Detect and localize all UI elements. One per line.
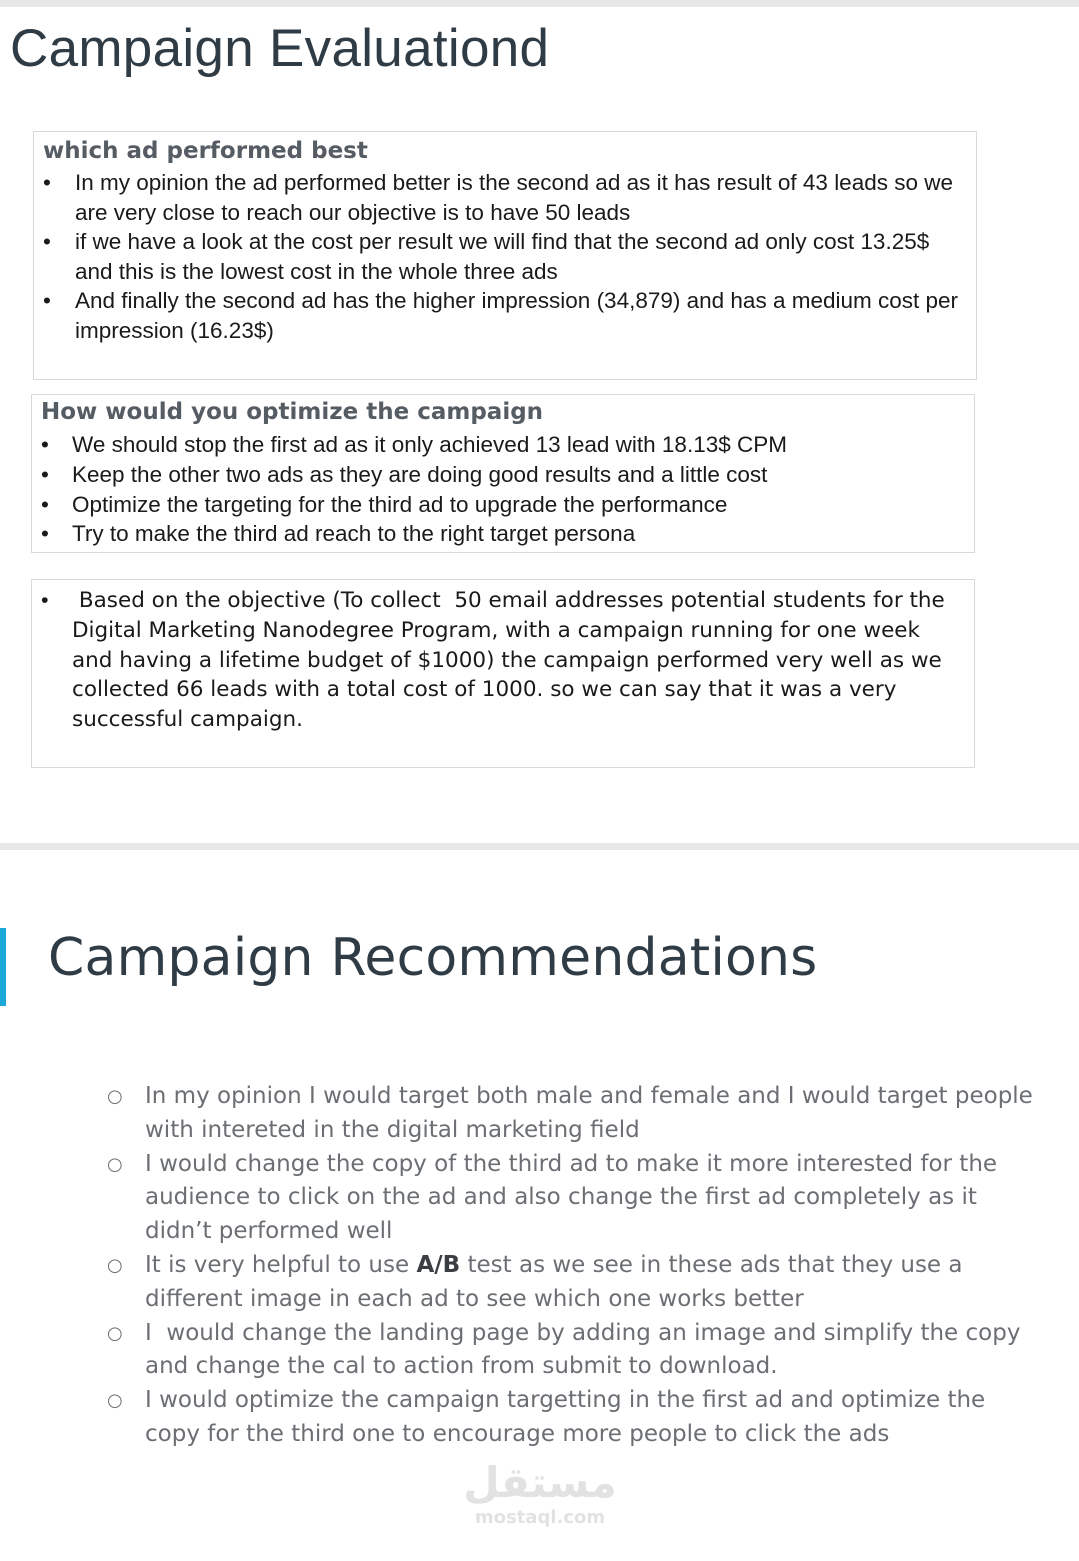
bullet-icon: • xyxy=(41,491,49,517)
bullet-icon: • xyxy=(43,229,51,254)
list-item xyxy=(43,227,968,286)
list-item-text: Optimize the targeting for the third ad to upgrade the performance xyxy=(72,491,728,517)
circle-bullet-icon: ○ xyxy=(107,1390,123,1412)
optimize-heading: How would you optimize the campaign xyxy=(41,399,544,425)
bullet-icon: • xyxy=(41,432,49,457)
list-item xyxy=(43,168,968,227)
list-item-text: Keep the other two ads as they are doing good results and a little cost xyxy=(72,461,768,487)
list-item-text: I would change the landing page by adding an image and simplify the copy and change the cal to action from submit to download. xyxy=(145,1319,1028,1380)
list-item xyxy=(43,286,968,345)
watermark-arabic: مستقل xyxy=(463,1458,617,1507)
list-item-text: I would change the copy of the third ad to make it more interested for the audience to click on the ad and also change the first ad completely as it didn’t performed well xyxy=(145,1150,998,1245)
best-ad-heading: which ad performed best xyxy=(43,138,368,164)
list-item xyxy=(41,430,966,460)
list-item-text: if we have a look at the cost per result we will find that the second ad only cost 13.25$ and this is the lowest cost in the whole three ads xyxy=(75,229,930,284)
text-run: test as we see in these ads that they use a different image in each ad to see which one works better xyxy=(145,1251,963,1312)
recommendations-list xyxy=(107,1080,1042,1452)
best-ad-list xyxy=(43,168,968,345)
section-divider xyxy=(0,843,1079,850)
list-item xyxy=(107,1249,1042,1317)
list-item-text: Based on the objective (To collect 50 email addresses potential students for the Digital Marketing Nanodegree Program, with a campaign running for one week and having a lifetime budget of $1000) the campaign performed very well as we collected 66 leads with a total cost of 1000. so we can say that it was a very successful campaign. xyxy=(72,588,952,733)
bullet-icon: • xyxy=(41,461,49,487)
recommendations-title: Campaign Recommendations xyxy=(48,928,818,988)
bullet-icon: • xyxy=(41,521,49,547)
circle-bullet-icon: ○ xyxy=(107,1086,123,1107)
summary-box xyxy=(31,579,975,768)
circle-bullet-icon: ○ xyxy=(107,1322,123,1344)
bullet-icon: • xyxy=(43,170,51,195)
top-divider xyxy=(0,0,1079,7)
list-item xyxy=(107,1148,1042,1249)
title-accent-bar xyxy=(0,928,6,1006)
list-item xyxy=(41,460,966,490)
list-item-text: In my opinion the ad performed better is the second ad as it has result of 43 leads so we are very close to reach our objective is to have 50 leads xyxy=(75,170,954,225)
best-ad-box xyxy=(33,131,977,380)
list-item-text xyxy=(145,1252,963,1312)
optimize-list xyxy=(41,430,966,549)
watermark-logo xyxy=(440,1458,640,1533)
list-item xyxy=(107,1080,1042,1148)
summary-list xyxy=(41,586,966,735)
list-item xyxy=(41,490,966,520)
evaluation-title: Campaign Evaluationd xyxy=(10,19,550,78)
circle-bullet-icon: ○ xyxy=(107,1254,123,1276)
list-item xyxy=(41,586,966,735)
ab-test-emphasis: A/B xyxy=(416,1251,461,1278)
bullet-icon: • xyxy=(43,288,51,313)
list-item xyxy=(41,519,966,549)
list-item-text: I would optimize the campaign targetting in the first ad and optimize the copy for the third one to encourage more people to click the ads xyxy=(145,1387,986,1447)
text-run: It is very helpful to use xyxy=(145,1251,417,1278)
bullet-icon: • xyxy=(41,588,49,612)
list-item-text: We should stop the first ad as it only achieved 13 lead with 18.13$ CPM xyxy=(72,432,787,457)
list-item xyxy=(107,1384,1042,1452)
watermark-latin: mostaql.com xyxy=(474,1507,606,1528)
list-item-text: In my opinion I would target both male and female and I would target people with intereted in the digital marketing field xyxy=(145,1083,1033,1143)
list-item-text: Try to make the third ad reach to the right target persona xyxy=(72,521,636,547)
circle-bullet-icon: ○ xyxy=(107,1153,123,1175)
list-item xyxy=(107,1317,1042,1385)
list-item-text: And finally the second ad has the higher impression (34,879) and has a medium cost per impression (16.23$) xyxy=(75,288,959,343)
optimize-box xyxy=(31,394,975,553)
